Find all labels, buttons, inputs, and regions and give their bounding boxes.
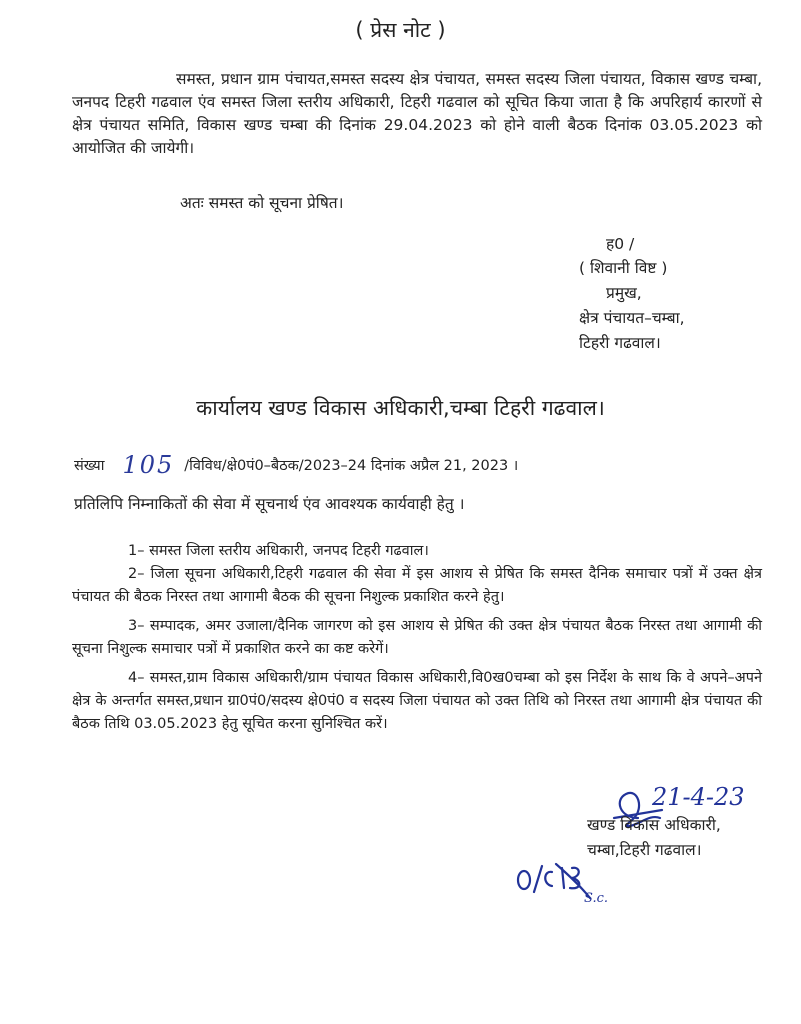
bdo-designation: खण्ड विकास अधिकारी, bbox=[587, 816, 721, 834]
reference-suffix: /विविध/क्षे0पं0–बैठक/2023–24 दिनांक अप्रैल 21, 2023 । bbox=[184, 458, 519, 474]
signatory-signed-mark: ह0 / bbox=[606, 235, 635, 253]
signatory-district: टिहरी गढवाल। bbox=[579, 334, 661, 352]
handwritten-date: 21-4-23 bbox=[652, 783, 745, 811]
reference-number-handwritten: 105 bbox=[122, 451, 175, 479]
press-note-closing: अतः समस्त को सूचना प्रेषित। bbox=[180, 194, 344, 212]
copy-item: 4– समस्त,ग्राम विकास अधिकारी/ग्राम पंचायत विकास अधिकारी,वि0ख0चम्बा को इस निर्देश के साथ कि वे अपने–अपने क्षेत्र के अन्तर्गत समस्त,प्रधान ग्रा0पं0/सदस्य क्षे0पं0 व सदस्य जिला पंचायत को उक्त तिथि को निरस्त तथा आगामी क्षेत्र पंचायत की बैठक तिथि 03.05.2023 हेतु सूचित करना सुनिश्चित करें। bbox=[72, 670, 762, 732]
document-title: ( प्रेस नोट ) bbox=[355, 18, 446, 42]
bdo-location: चम्बा,टिहरी गढवाल। bbox=[587, 841, 702, 859]
signatory-designation: प्रमुख, bbox=[606, 284, 642, 302]
reference-label: संख्या bbox=[74, 458, 105, 474]
office-heading: कार्यालय खण्ड विकास अधिकारी,चम्बा टिहरी गढवाल। bbox=[196, 396, 605, 420]
copy-item: 2– जिला सूचना अधिकारी,टिहरी गढवाल की सेवा में इस आशय से प्रेषित कि समस्त दैनिक समाचार पत्रों में उक्त क्षेत्र पंचायत की बैठक निरस्त तथा आगामी बैठक की सूचना निशुल्क प्रकाशित करने हेतु। bbox=[72, 566, 762, 605]
handwritten-initials bbox=[512, 858, 622, 908]
svg-text:S.c.: S.c. bbox=[584, 891, 608, 906]
signatory-office: क्षेत्र पंचायत–चम्बा, bbox=[579, 309, 685, 327]
press-note-body bbox=[72, 68, 762, 160]
reference-line bbox=[74, 451, 518, 479]
copy-heading: प्रतिलिपि निम्नाकितों की सेवा में सूचनार्थ एंव आवश्यक कार्यवाही हेतु । bbox=[74, 495, 465, 513]
copy-list bbox=[72, 540, 762, 736]
copy-item: 3– सम्पादक, अमर उजाला/दैनिक जागरण को इस आशय से प्रेषित की उक्त क्षेत्र पंचायत बैठक निरस्त तथा आगामी की सूचना निशुल्क समाचार पत्रों में प्रकाशित करने का कष्ट करेगें। bbox=[72, 618, 762, 657]
press-note-text: समस्त, प्रधान ग्राम पंचायत,समस्त सदस्य क्षेत्र पंचायत, समस्त सदस्य जिला पंचायत, विकास खण्ड चम्बा, जनपद टिहरी गढवाल एंव समस्त जिला स्तरीय अधिकारी, टिहरी गढवाल को सूचित किया जाता है कि अपरिहार्य कारणों से क्षेत्र पंचायत समिति, विकास खण्ड चम्बा की दिनांक 29.04.2023 को होने वाली बैठक दिनांक 03.05.2023 को आयोजित की जायेगी। bbox=[72, 70, 762, 157]
signatory-name: ( शिवानी विष्ट ) bbox=[579, 259, 668, 277]
copy-item: 1– समस्त जिला स्तरीय अधिकारी, जनपद टिहरी गढवाल। bbox=[128, 543, 429, 559]
